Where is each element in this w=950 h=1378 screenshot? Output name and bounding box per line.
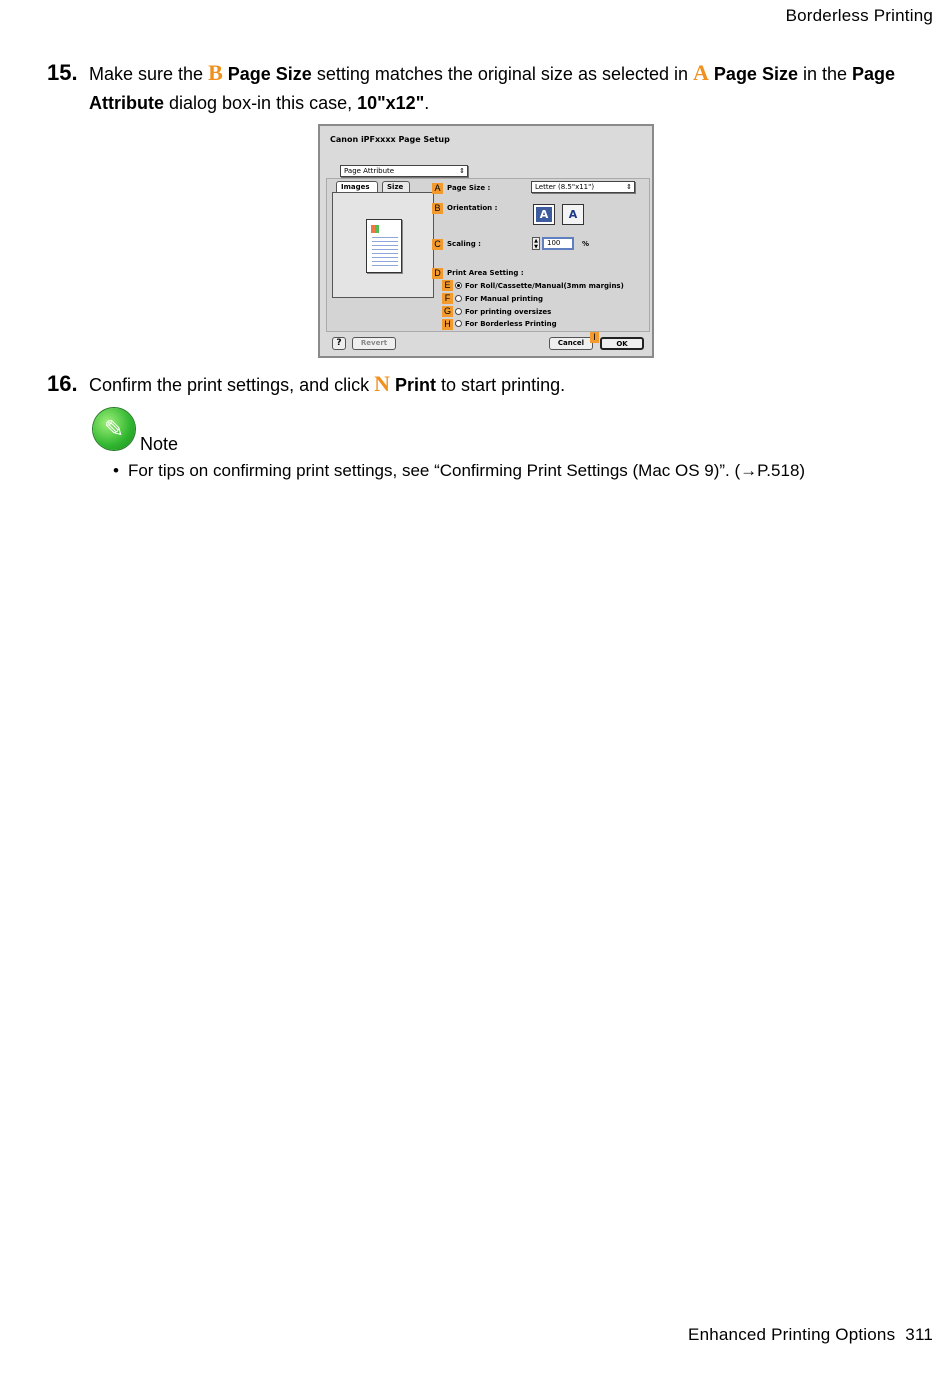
page-size-label: Page Size : bbox=[447, 184, 491, 192]
step-text bbox=[89, 58, 899, 118]
bullet: • bbox=[113, 461, 119, 480]
updown-arrow-icon: ⇕ bbox=[459, 167, 465, 175]
scaling-stepper-icon[interactable]: ▲ ▼ bbox=[532, 237, 540, 250]
help-button[interactable]: ? bbox=[332, 337, 346, 350]
callout-label-n: N bbox=[374, 371, 391, 396]
note-item bbox=[113, 461, 805, 481]
bold-term: Print bbox=[395, 375, 437, 395]
step-text bbox=[89, 369, 899, 400]
revert-button[interactable]: Revert bbox=[352, 337, 396, 350]
callout-tag-g: G bbox=[443, 306, 451, 316]
callout-tag-f: F bbox=[442, 293, 453, 304]
tab-size[interactable]: Size bbox=[382, 181, 410, 193]
radio-selected-icon bbox=[455, 282, 462, 289]
cancel-button[interactable]: Cancel bbox=[549, 337, 593, 350]
image-thumbnail-icon bbox=[371, 225, 379, 233]
tab-images[interactable]: Images bbox=[336, 181, 378, 193]
step-number: 16. bbox=[47, 371, 78, 396]
callout-tag-e: E bbox=[442, 280, 453, 291]
step-number: 15. bbox=[47, 60, 78, 85]
text: setting matches the original size as selected in bbox=[311, 64, 694, 84]
callout-tag-c: C bbox=[432, 239, 443, 250]
text: Make sure the bbox=[89, 64, 209, 84]
radio-borderless[interactable] bbox=[455, 320, 557, 328]
step-15 bbox=[47, 58, 899, 118]
page-footer bbox=[688, 1325, 933, 1345]
bold-term: Page Size bbox=[713, 64, 798, 84]
page-number: 311 bbox=[905, 1325, 933, 1344]
select-value: Page Attribute bbox=[344, 167, 395, 175]
page-size-select[interactable] bbox=[531, 181, 635, 193]
radio-label: For printing oversizes bbox=[465, 308, 552, 316]
note-title: Note bbox=[140, 434, 179, 454]
text: . bbox=[424, 93, 430, 113]
page-setup-dialog bbox=[318, 124, 654, 358]
radio-empty-icon bbox=[455, 295, 462, 302]
radio-roll-cassette[interactable] bbox=[455, 282, 624, 290]
callout-label-b: B bbox=[208, 60, 223, 85]
pencil-icon: ✎ bbox=[93, 408, 135, 450]
radio-label: For Roll/Cassette/Manual(3mm margins) bbox=[465, 282, 624, 290]
page-attribute-select[interactable] bbox=[340, 165, 468, 177]
landscape-orientation-icon[interactable]: A bbox=[562, 204, 584, 225]
text: to start printing. bbox=[436, 375, 566, 395]
dialog-title: Canon iPFxxxx Page Setup bbox=[330, 135, 450, 144]
radio-empty-icon bbox=[455, 320, 462, 327]
callout-tag-b: B bbox=[432, 203, 443, 214]
bold-term: 10"x12" bbox=[357, 93, 425, 113]
text: Confirm the print settings, and click bbox=[89, 375, 375, 395]
note-text[interactable]: For tips on confirming print settings, see “Confirming Print Settings (Mac OS 9)”. (→P.518) bbox=[127, 461, 806, 480]
ok-button[interactable]: OK bbox=[600, 337, 644, 350]
radio-empty-icon bbox=[455, 308, 462, 315]
print-area-label: Print Area Setting : bbox=[447, 269, 524, 277]
radio-label: For Borderless Printing bbox=[465, 320, 557, 328]
text: dialog box-in this case, bbox=[164, 93, 358, 113]
callout-tag-a: A bbox=[432, 183, 443, 194]
updown-arrow-icon: ⇕ bbox=[626, 183, 632, 191]
text: in the bbox=[797, 64, 853, 84]
percent-unit: % bbox=[582, 240, 590, 248]
radio-manual-printing[interactable] bbox=[455, 295, 543, 303]
portrait-orientation-icon[interactable]: A bbox=[533, 204, 555, 225]
bold-term: Page Attribute bbox=[89, 64, 896, 113]
callout-tag-i: I bbox=[590, 332, 599, 343]
scaling-input[interactable]: 100 bbox=[542, 237, 574, 250]
callout-tag-d: D bbox=[432, 268, 443, 279]
callout-tag-h: H bbox=[442, 319, 453, 330]
scaling-label: Scaling : bbox=[447, 240, 481, 248]
paper-preview bbox=[366, 219, 402, 273]
preview-panel bbox=[332, 192, 434, 298]
footer-section: Enhanced Printing Options bbox=[688, 1325, 896, 1344]
radio-oversizes[interactable] bbox=[455, 308, 551, 316]
bold-term: Page Size bbox=[227, 64, 312, 84]
callout-label-a: A bbox=[693, 60, 709, 85]
select-value: Letter (8.5"x11") bbox=[535, 183, 595, 191]
page-header: Borderless Printing bbox=[785, 6, 933, 25]
orientation-label: Orientation : bbox=[447, 204, 498, 212]
step-16 bbox=[47, 369, 899, 400]
radio-label: For Manual printing bbox=[465, 295, 543, 303]
